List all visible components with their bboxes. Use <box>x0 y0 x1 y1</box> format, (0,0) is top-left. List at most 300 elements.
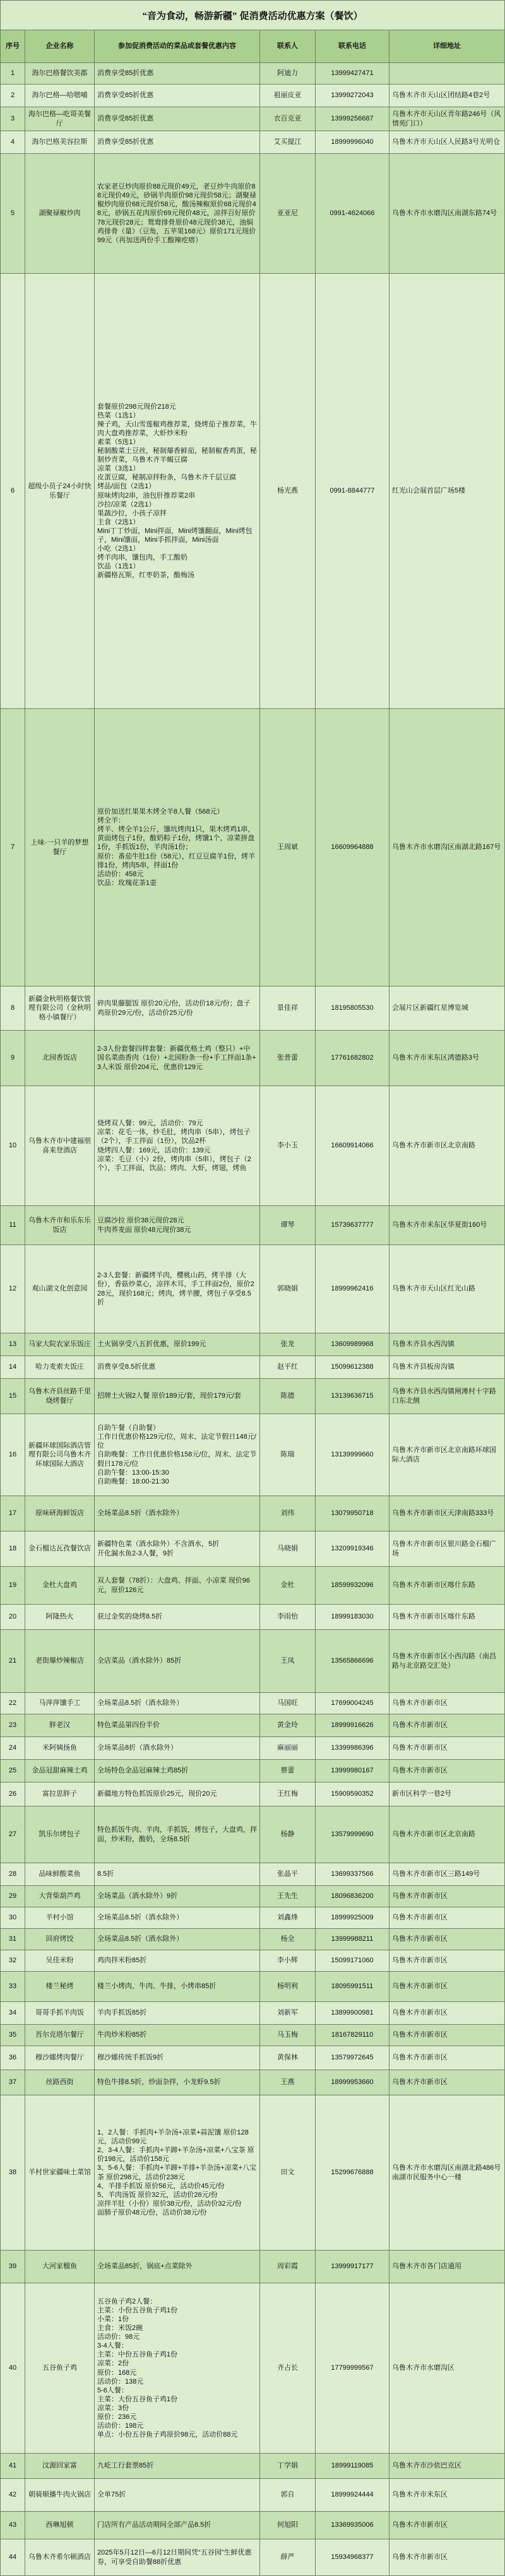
cell-phone: 13699337566 <box>316 1863 389 1886</box>
cell-no: 3 <box>0 107 25 131</box>
cell-no: 37 <box>0 2070 25 2095</box>
cell-no: 36 <box>0 2046 25 2070</box>
table-row <box>0 1031 505 1086</box>
cell-no: 34 <box>0 2002 25 2025</box>
cell-address: 乌鲁木齐县板房沟镇 <box>389 1356 505 1379</box>
table-row <box>0 107 505 131</box>
cell-address: 乌鲁木齐市新市区小西沟路（南昌路与北京路交汇处） <box>389 1630 505 1693</box>
table-row <box>0 1693 505 1714</box>
cell-phone: 16609964888 <box>316 709 389 986</box>
cell-offer: 全场菜品（酒水除外）9折 <box>95 1886 260 1907</box>
cell-contact: 薛严 <box>260 2539 316 2576</box>
cell-offer: 牛肉炒米粉85折 <box>95 2025 260 2046</box>
cell-address: 乌鲁木齐县水西沟镇 <box>389 1333 505 1356</box>
table-row <box>0 2454 505 2479</box>
cell-contact: 王燕 <box>260 2070 316 2095</box>
cell-address: 乌鲁木齐市新市区 <box>389 2512 505 2539</box>
cell-offer: 碎肉果藤腿饭 原价20元/份，活动价18元/份；盘子鸡原价29元/份，活动价25元/份 <box>95 986 260 1031</box>
cell-address: 乌鲁木齐市新市区 <box>389 1760 505 1783</box>
cell-no: 39 <box>0 2251 25 2283</box>
header-offer: 参加促消费活动的菜品或套餐优惠内容 <box>95 30 260 63</box>
table-row <box>0 1206 505 1245</box>
cell-offer: 新疆地方特色抓饭原价25元，现价20元 <box>95 1783 260 1806</box>
cell-no: 12 <box>0 1245 25 1333</box>
table-row <box>0 131 505 154</box>
cell-address: 乌鲁木齐市新市区 <box>389 1950 505 1972</box>
cell-phone: 13999427471 <box>316 63 389 85</box>
cell-phone: 13609989968 <box>316 1333 389 1356</box>
cell-contact: 杨静 <box>260 1806 316 1863</box>
cell-contact: 金杜 <box>260 1567 316 1605</box>
cell-offer: 2-3人套餐：新疆烤羊肉，樱桃山药，烤羊排（大份），香菇炒菜心，凉拌木耳，手工拌面2份，原价228元，现价168元；烤肉，烤羊腰，烤包子享受8.5折 <box>95 1245 260 1333</box>
cell-phone: 13209919346 <box>316 1531 389 1567</box>
cell-name: 回府烤饺 <box>25 1929 95 1950</box>
cell-name: 湖聚禄椒炒肉 <box>25 154 95 274</box>
cell-phone: 18999183030 <box>316 1605 389 1630</box>
cell-no: 32 <box>0 1950 25 1972</box>
cell-contact: 田文 <box>260 2095 316 2251</box>
cell-contact: 王周斌 <box>260 709 316 986</box>
cell-no: 18 <box>0 1531 25 1567</box>
cell-contact: 郭晓娟 <box>260 1245 316 1333</box>
cell-contact: 张普蕾 <box>260 1031 316 1086</box>
cell-no: 21 <box>0 1630 25 1693</box>
cell-phone: 18999916626 <box>316 1714 389 1737</box>
cell-name: 乌鲁木齐县丝路千里烧烤餐厅 <box>25 1379 95 1414</box>
cell-phone: 13899900981 <box>316 2002 389 2025</box>
cell-contact: 黄保林 <box>260 2046 316 2070</box>
cell-name: 金品冠甜麻辣土鸡 <box>25 1760 95 1783</box>
cell-name: 米阿姨扬鱼 <box>25 1737 95 1760</box>
cell-name: 马家大院农家乐饭庄 <box>25 1333 95 1356</box>
cell-offer: 8.5折 <box>95 1863 260 1886</box>
cell-name: 海尔巴格—哈嗯哺 <box>25 85 95 107</box>
cell-address: 乌鲁木齐市水磨沟区南湖北路167号 <box>389 709 505 986</box>
cell-offer: 全单75折 <box>95 2479 260 2512</box>
cell-address: 乌鲁木齐市新市区 <box>389 2539 505 2576</box>
cell-offer: 获过金奖的烧烤8.5折 <box>95 1605 260 1630</box>
cell-offer: 全场菜品8.5折（酒水除外） <box>95 1929 260 1950</box>
cell-name: 哥哥手抓羊肉饭 <box>25 2002 95 2025</box>
cell-name: 北园香饭店 <box>25 1031 95 1086</box>
table-row <box>0 1950 505 1972</box>
cell-phone: 15909590352 <box>316 1783 389 1806</box>
cell-name: 新疆环球国际酒店管理有限公司乌鲁木齐环球国际大酒店 <box>25 1414 95 1496</box>
table-row <box>0 2002 505 2025</box>
table-row <box>0 2479 505 2512</box>
cell-no: 7 <box>0 709 25 986</box>
header-name: 企业名称 <box>25 30 95 63</box>
cell-address: 红光山会展首层广场5楼 <box>389 274 505 709</box>
cell-offer: 鸡肉拌米粉85折 <box>95 1950 260 1972</box>
table-row <box>0 2283 505 2454</box>
table-row <box>0 2046 505 2070</box>
cell-address: 乌鲁木齐市新市区 <box>389 2070 505 2095</box>
cell-offer: 自助午餐（自助餐） 工作日优惠价格129元/位，周末、法定节假日148元/位 自助晚餐：工作日优惠价格158元/位，周末、法定节假日178元/位 自助午餐：13:00-15:30 自助晚餐：18:00-21:30 <box>95 1414 260 1496</box>
cell-contact: 张龙 <box>260 1333 316 1356</box>
cell-name: 原味研海鲜饭店 <box>25 1496 95 1531</box>
cell-phone: 18999953660 <box>316 2070 389 2095</box>
cell-contact: 祖丽皮亚 <box>260 85 316 107</box>
cell-address: 乌鲁木齐市新市区天津南路333号 <box>389 1496 505 1531</box>
table-row <box>0 1531 505 1567</box>
cell-no: 25 <box>0 1760 25 1783</box>
cell-address: 乌鲁木齐市米东区 <box>389 2479 505 2512</box>
cell-no: 24 <box>0 1737 25 1760</box>
cell-contact: 陈瑞 <box>260 1414 316 1496</box>
cell-phone: 17761682802 <box>316 1031 389 1086</box>
cell-address: 乌鲁木齐市新市区 <box>389 1929 505 1950</box>
cell-offer: 消费享受85折优惠 <box>95 107 260 131</box>
cell-contact: 蔡蕾 <box>260 1760 316 1783</box>
cell-address: 乌鲁木齐市新市区喀什东路 <box>389 1567 505 1605</box>
cell-no: 14 <box>0 1356 25 1379</box>
cell-name: 胖老汉 <box>25 1714 95 1737</box>
cell-phone: 18999996040 <box>316 131 389 154</box>
cell-phone: 13579972645 <box>316 2046 389 2070</box>
cell-offer: 新疆特色菜（酒水除外）不含酒水，5折 开化漏水鱼2-3人餐，9折 <box>95 1531 260 1567</box>
cell-no: 27 <box>0 1806 25 1863</box>
table-row <box>0 2251 505 2283</box>
cell-address: 乌鲁木齐市新市区三路149号 <box>389 1863 505 1886</box>
cell-phone: 17799999567 <box>316 2283 389 2454</box>
cell-phone: 16609914066 <box>316 1086 389 1206</box>
cell-contact: 王红梅 <box>260 1783 316 1806</box>
cell-offer: 农家老豆炒肉原价88元现价49元，老豆炒牛肉原价88元现价49元，砂锅羊肉原价98元现价58元；湖聚禄椒炒肉原价68元现价58元，酸汤辣椒原价68元现价48元，砂锅五花肉原价69元现价48元，凉拌百好原价78元现价28元；鸳鸯排骨原价48元现价38元，油焖鸡排骨（量）（豆角，五苹果168元）原价171元现价99元（再加送两份手工酸辣疙瘩） <box>95 154 260 274</box>
table-row <box>0 1806 505 1863</box>
cell-name: 西琳旭顿 <box>25 2512 95 2539</box>
cell-offer: 五谷鱼子鸡2人餐： 主菜：小份五谷鱼子鸡1份 小菜：1份 主食：米饭2碗 活动价：98元 3-4人餐： 主菜：中份五谷鱼子鸡1份 凉菜：2份 原价：168元 活动价：138元 5-6人餐： 主菜：大份五谷鱼子鸡1份 凉菜：3份 原价：236元 活动价：198元 单点：小份五谷鱼子鸡原价98元，活动价88元 <box>95 2283 260 2454</box>
cell-contact: 马玉梅 <box>260 2025 316 2046</box>
cell-address: 乌鲁木齐市新市区银川路金石榴广场 <box>389 1531 505 1567</box>
cell-address: 乌鲁木齐县水西沟镇闸滩村十字路口东北侧 <box>389 1379 505 1414</box>
cell-offer: 消费享受85折优惠 <box>95 131 260 154</box>
table-row <box>0 1907 505 1929</box>
cell-address: 乌鲁木齐市米东区华夏街160号 <box>389 1206 505 1245</box>
table-row <box>0 1356 505 1379</box>
cell-address: 乌鲁木齐市新市区 <box>389 1693 505 1714</box>
cell-phone: 0991-8844777 <box>316 274 389 709</box>
table-row <box>0 1972 505 2002</box>
cell-offer: 全店菜品（酒水除外）85折 <box>95 1630 260 1693</box>
cell-phone: 13999256687 <box>316 107 389 131</box>
cell-contact: 杨全 <box>260 1929 316 1950</box>
cell-no: 17 <box>0 1496 25 1531</box>
cell-name: 汶源回家富 <box>25 2454 95 2479</box>
table-row <box>0 1630 505 1693</box>
cell-contact: 丁学娟 <box>260 2454 316 2479</box>
table-row <box>0 1605 505 1630</box>
header-no: 序号 <box>0 30 25 63</box>
cell-phone: 15739637777 <box>316 1206 389 1245</box>
cell-address: 乌鲁木齐市新市区北京南路环球国际大酒店 <box>389 1414 505 1496</box>
cell-name: 乌鲁木齐希尔顿酒店 <box>25 2539 95 2576</box>
cell-address: 乌鲁木齐市新市区喀什东路 <box>389 1605 505 1630</box>
cell-contact: 刘新军 <box>260 2002 316 2025</box>
cell-name: 马萍萍馕手工 <box>25 1693 95 1714</box>
cell-offer: 消费享受85折优惠 <box>95 85 260 107</box>
cell-contact: 亚亚尼 <box>260 154 316 274</box>
cell-address: 乌鲁木齐市米东区鸿德路3号 <box>389 1031 505 1086</box>
cell-name: 穆沙娜烤肉餐厅 <box>25 2046 95 2070</box>
table-row <box>0 1863 505 1886</box>
cell-offer: 全场菜品8折（酒水除外） <box>95 1737 260 1760</box>
cell-phone: 18195805530 <box>316 986 389 1031</box>
cell-phone: 13999272043 <box>316 85 389 107</box>
table-row <box>0 154 505 274</box>
cell-name: 金石榴达瓦孜餐饮店 <box>25 1531 95 1567</box>
cell-address: 乌鲁木齐市新市区北京南路 <box>389 1806 505 1863</box>
cell-phone: 13999917177 <box>316 2251 389 2283</box>
cell-phone: 18095991511 <box>316 1972 389 2002</box>
cell-address: 乌鲁木齐市天山区红光山路 <box>389 1245 505 1333</box>
cell-no: 5 <box>0 154 25 274</box>
cell-offer: 2025年5月12日—6月12日期间凭“五谷园”生鲜优惠券，可享受自助餐88折优惠 <box>95 2539 260 2576</box>
table-row <box>0 85 505 107</box>
cell-phone: 13139636715 <box>316 1379 389 1414</box>
cell-no: 23 <box>0 1714 25 1737</box>
header-address: 详细地址 <box>389 30 505 63</box>
table-row <box>0 1760 505 1783</box>
cell-name: 上味·一只羊的梦想餐厅 <box>25 709 95 986</box>
cell-offer: 招牌土火锅2人餐 原价189元/套，现价179元/套 <box>95 1379 260 1414</box>
table-row <box>0 1783 505 1806</box>
table-row <box>0 2025 505 2046</box>
cell-phone: 18999924444 <box>316 2479 389 2512</box>
cell-offer: 全场特色金品冠麻辣土鸡85折 <box>95 1760 260 1783</box>
cell-name: 老街爆炒辣椒店 <box>25 1630 95 1693</box>
cell-address: 乌鲁木齐市新市区 <box>389 2025 505 2046</box>
cell-name: 朝骑顺播牛肉火锅店 <box>25 2479 95 2512</box>
header-contact: 联系人 <box>260 30 316 63</box>
cell-offer: 消费享受85折优惠 <box>95 63 260 85</box>
cell-contact: 齐占长 <box>260 2283 316 2454</box>
cell-offer: 楼兰小烤肉、牛肉、牛排，小烤串85折 <box>95 1972 260 2002</box>
cell-phone: 15099171060 <box>316 1950 389 1972</box>
cell-contact: 刘伟 <box>260 1496 316 1531</box>
cell-no: 11 <box>0 1206 25 1245</box>
cell-contact: 麻丽丽 <box>260 1737 316 1760</box>
cell-contact: 陈德 <box>260 1379 316 1414</box>
cell-no: 28 <box>0 1863 25 1886</box>
cell-offer: 2-3人份套餐四样套餐：新疆优格土鸡（整只）+中国名菜曲香肉（1份）+北园粉条一份+手工拌面1条+3人米饭 原价204元，优惠价129元 <box>95 1031 260 1086</box>
cell-no: 6 <box>0 274 25 709</box>
cell-contact: 马晓娟 <box>260 1531 316 1567</box>
cell-no: 22 <box>0 1693 25 1714</box>
table-row <box>0 1567 505 1605</box>
cell-name: 富拉思胖子 <box>25 1783 95 1806</box>
cell-phone: 0991-4624066 <box>316 154 389 274</box>
table-row <box>0 1714 505 1737</box>
cell-phone: 13079950718 <box>316 1496 389 1531</box>
cell-name: 超级小员子24小时快乐餐厅 <box>25 274 95 709</box>
cell-name: 哈力麦索夫饭庄 <box>25 1356 95 1379</box>
cell-contact: 李小辉 <box>260 1950 316 1972</box>
table-row <box>0 1414 505 1496</box>
cell-offer: 双人套餐（78折）：大盘鸡、拌面、小凉菜 现价96元，原价126元 <box>95 1567 260 1605</box>
cell-offer: 特色菜品第四份半价 <box>95 1714 260 1737</box>
cell-name: 羊村世家疆味土菜馆 <box>25 2095 95 2251</box>
cell-address: 乌鲁木齐市新市区 <box>389 2002 505 2025</box>
cell-name: 吴佳米粉 <box>25 1950 95 1972</box>
cell-address: 乌鲁木齐市新市区 <box>389 1907 505 1929</box>
cell-contact: 赵平红 <box>260 1356 316 1379</box>
cell-no: 1 <box>0 63 25 85</box>
cell-phone: 18599932096 <box>316 1567 389 1605</box>
cell-contact: 艾买提江 <box>260 131 316 154</box>
table-row <box>0 1086 505 1206</box>
cell-name: 阿隆热火 <box>25 1605 95 1630</box>
cell-no: 33 <box>0 1972 25 2002</box>
cell-no: 29 <box>0 1886 25 1907</box>
table-row <box>0 63 505 85</box>
table-row <box>0 1333 505 1356</box>
cell-offer: 原价加送红果果木烤全羊8人餐（568元） 烤全羊： 烤羊、烤全羊1公斤，馕坑烤肉1只，果木烤鸡1串，黄面烤包子1份，酸奶粽子1份，烤馕1个，凉菜拼盘1份，手抓饭1份，羊肉汤1份； 原价：番茄牛肚1份（58元），红豆豆腐羊1份，烤羊排1份，烤肉5串，拌面1份 活动价：458元 饮品：玫瑰花茶1壶 <box>95 709 260 986</box>
cell-contact: 郭自 <box>260 2479 316 2512</box>
cell-contact: 景佳祥 <box>260 986 316 1031</box>
cell-offer: 烧烤双人餐：99元，活动价：79元 凉菜：花毛一体，炒毛肚，烤肉串（5串），烤包子（2个），手工拌面（1份），饮品2杯 烧烤四人餐：169元，活动价：139元 凉菜：毛豆（小）2份，烤肉串（5串），烤包子（2个），手工拌面，饮品；烤肉、大虾，烤翅，烤鱼 <box>95 1086 260 1206</box>
cell-no: 40 <box>0 2283 25 2454</box>
cell-address: 乌鲁木齐市新市区 <box>389 1972 505 2002</box>
table-row <box>0 274 505 709</box>
cell-name: 金杜大盘鸡 <box>25 1567 95 1605</box>
cell-offer: 特色牛排8.5折，炒面杂拌，小龙虾9.5折 <box>95 2070 260 2095</box>
table-row <box>0 2095 505 2251</box>
cell-name: 羊村小馆 <box>25 1907 95 1929</box>
cell-no: 20 <box>0 1605 25 1630</box>
cell-no: 9 <box>0 1031 25 1086</box>
cell-address: 乌鲁木齐市各门店通用 <box>389 2251 505 2283</box>
table-row <box>0 1379 505 1414</box>
cell-contact: 衣百克亚 <box>260 107 316 131</box>
table-row <box>0 2070 505 2095</box>
cell-name: 乌鲁木齐市中建福朋喜来登酒店 <box>25 1086 95 1206</box>
cell-contact: 杨光燕 <box>260 274 316 709</box>
cell-offer: 套餐原价298元现价218元 热菜（1选1） 辣子鸡，天山雪莲椒鸡推荐菜，烧烤茄子推荐菜，牛肉大盘鸡推荐菜，大虾炒米粉 素菜（5选1） 秘制酸菜土豆丝，秘制爆香鲜茄，秘制椒香鸡蛋，秘制炒青菜，乌鲁木齐羊蝎豆腐 凉菜（3选1） 皮蛋豆腐，秘制凉拌粉条，乌鲁木齐千层豆腐 烤品/面包（2选1） 原味烤肉2串，油包肝推荐菜2串 沙拉/凉菜（2选1） 果蔬沙拉，小孩子凉拌 主食（2选1） Mini丁丁炒面，Mini拌面，Mini烤馕翻面，Mini烤包子，Mini馕面，Mini手抓拌面，Mini汤面 小吃（2选1） 烤羊肉串，馕包肉，手工酸奶 饮品（1选1） 新疆格瓦斯，红枣奶茶，酸梅汤 <box>95 274 260 709</box>
cell-phone: 13139999660 <box>316 1414 389 1496</box>
cell-contact: 马国旺 <box>260 1693 316 1714</box>
cell-name: 乌鲁木齐市和乐东乐饭店 <box>25 1206 95 1245</box>
cell-phone: 15934968377 <box>316 2539 389 2576</box>
cell-no: 16 <box>0 1414 25 1496</box>
cell-contact: 李小玉 <box>260 1086 316 1206</box>
cell-address: 乌鲁木齐市新市区 <box>389 1886 505 1907</box>
cell-no: 43 <box>0 2512 25 2539</box>
cell-name: 丝路西街 <box>25 2070 95 2095</box>
cell-no: 4 <box>0 131 25 154</box>
table-row <box>0 1737 505 1760</box>
cell-address: 乌鲁木齐市沙依巴克区 <box>389 2454 505 2479</box>
cell-address: 乌鲁木齐市新市区 <box>389 1714 505 1737</box>
cell-phone: 17699004245 <box>316 1693 389 1714</box>
cell-address: 乌鲁木齐市新市区北京南路 <box>389 1086 505 1206</box>
table-body <box>0 63 505 2576</box>
cell-address: 新市区科学一巷2号 <box>389 1783 505 1806</box>
cell-phone: 13999988211 <box>316 1929 389 1950</box>
cell-address: 乌鲁木齐市天山区团结路4巷2号 <box>389 85 505 107</box>
cell-address: 会展片区新疆红星博览城 <box>389 986 505 1031</box>
cell-name: 海尔巴格美容拉斯 <box>25 131 95 154</box>
cell-offer: 全场菜品8.5折（酒水除外） <box>95 1496 260 1531</box>
cell-phone: 18999962416 <box>316 1245 389 1333</box>
cell-phone: 13999980167 <box>316 1760 389 1783</box>
cell-offer: 全场菜品8.5折（酒水除外） <box>95 1693 260 1714</box>
table-row <box>0 709 505 986</box>
cell-phone: 18096836200 <box>316 1886 389 1907</box>
cell-offer: 全场菜品8.5折（酒水除外） <box>95 1907 260 1929</box>
cell-contact: 杨明利 <box>260 1972 316 2002</box>
cell-no: 19 <box>0 1567 25 1605</box>
table-row <box>0 1496 505 1531</box>
cell-contact: 阿迪力 <box>260 63 316 85</box>
table-row <box>0 986 505 1031</box>
cell-contact: 李雨怡 <box>260 1605 316 1630</box>
cell-no: 44 <box>0 2539 25 2576</box>
table-row <box>0 2539 505 2576</box>
cell-contact: 何旭阳 <box>260 2512 316 2539</box>
cell-no: 41 <box>0 2454 25 2479</box>
cell-offer: 穆沙娜传统手抓饭9折 <box>95 2046 260 2070</box>
cell-no: 42 <box>0 2479 25 2512</box>
cell-address: 乌鲁木齐市水磨沟区南湖北路486号南湖市民服务中心一楼 <box>389 2095 505 2251</box>
cell-contact: 王先生 <box>260 1886 316 1907</box>
cell-contact: 周彩霞 <box>260 2251 316 2283</box>
cell-address: 乌鲁木齐市水磨沟区 <box>389 2283 505 2454</box>
cell-no: 10 <box>0 1086 25 1206</box>
header-phone: 联系电话 <box>316 30 389 63</box>
cell-phone: 18167829110 <box>316 2025 389 2046</box>
cell-address: 乌鲁木齐市新市区 <box>389 2046 505 2070</box>
cell-name: 大河家榴鱼 <box>25 2251 95 2283</box>
cell-name: 吾尔克塔尔餐厅 <box>25 2025 95 2046</box>
cell-phone: 13369935006 <box>316 2512 389 2539</box>
cell-address: 乌鲁木齐市新市区 <box>389 1737 505 1760</box>
cell-no: 15 <box>0 1379 25 1414</box>
cell-offer: 门店所有产品活动期间全部产品8.5折 <box>95 2512 260 2539</box>
cell-offer: 全场菜品85折，锅底+点菜除外 <box>95 2251 260 2283</box>
cell-name: 五谷鱼子鸡 <box>25 2283 95 2454</box>
cell-name: 凯乐尔烤包子 <box>25 1806 95 1863</box>
cell-no: 8 <box>0 986 25 1031</box>
cell-offer: 九屹工行套票85折 <box>95 2454 260 2479</box>
cell-address: 乌鲁木齐市水磨沟区南湖东路74号 <box>389 154 505 274</box>
cell-name: 海尔巴格—吃哥美餐厅 <box>25 107 95 131</box>
table-row <box>0 1929 505 1950</box>
cell-phone: 15299676888 <box>316 2095 389 2251</box>
cell-name: 楼兰秘烤 <box>25 1972 95 2002</box>
cell-phone: 18999925009 <box>316 1907 389 1929</box>
cell-contact: 刘鑫烽 <box>260 1907 316 1929</box>
cell-address: 乌鲁木齐市天山区青年路246号（风情苑门口） <box>389 107 505 131</box>
cell-offer: 豆腐沙拉 原价38元现价28元 牛肉荞麦面 原价48元现价38元 <box>95 1206 260 1245</box>
cell-address <box>389 63 505 85</box>
cell-phone: 15099612388 <box>316 1356 389 1379</box>
cell-offer: 消费享受8.5折优惠 <box>95 1356 260 1379</box>
cell-no: 31 <box>0 1929 25 1950</box>
cell-name: 大背柴葫芦鸡 <box>25 1886 95 1907</box>
cell-name: 观山湖文化创意园 <box>25 1245 95 1333</box>
cell-offer: 羊肉手抓饭85折 <box>95 2002 260 2025</box>
cell-contact: 黄金玲 <box>260 1714 316 1737</box>
cell-phone: 18999119085 <box>316 2454 389 2479</box>
cell-contact: 王凤 <box>260 1630 316 1693</box>
table-row <box>0 1886 505 1907</box>
cell-contact: 谭琴 <box>260 1206 316 1245</box>
table-header-row <box>0 30 505 63</box>
cell-name: 海尔巴格餐饮美郡 <box>25 63 95 85</box>
table-row <box>0 2512 505 2539</box>
cell-name: 品味鲜酸菜鱼 <box>25 1863 95 1886</box>
